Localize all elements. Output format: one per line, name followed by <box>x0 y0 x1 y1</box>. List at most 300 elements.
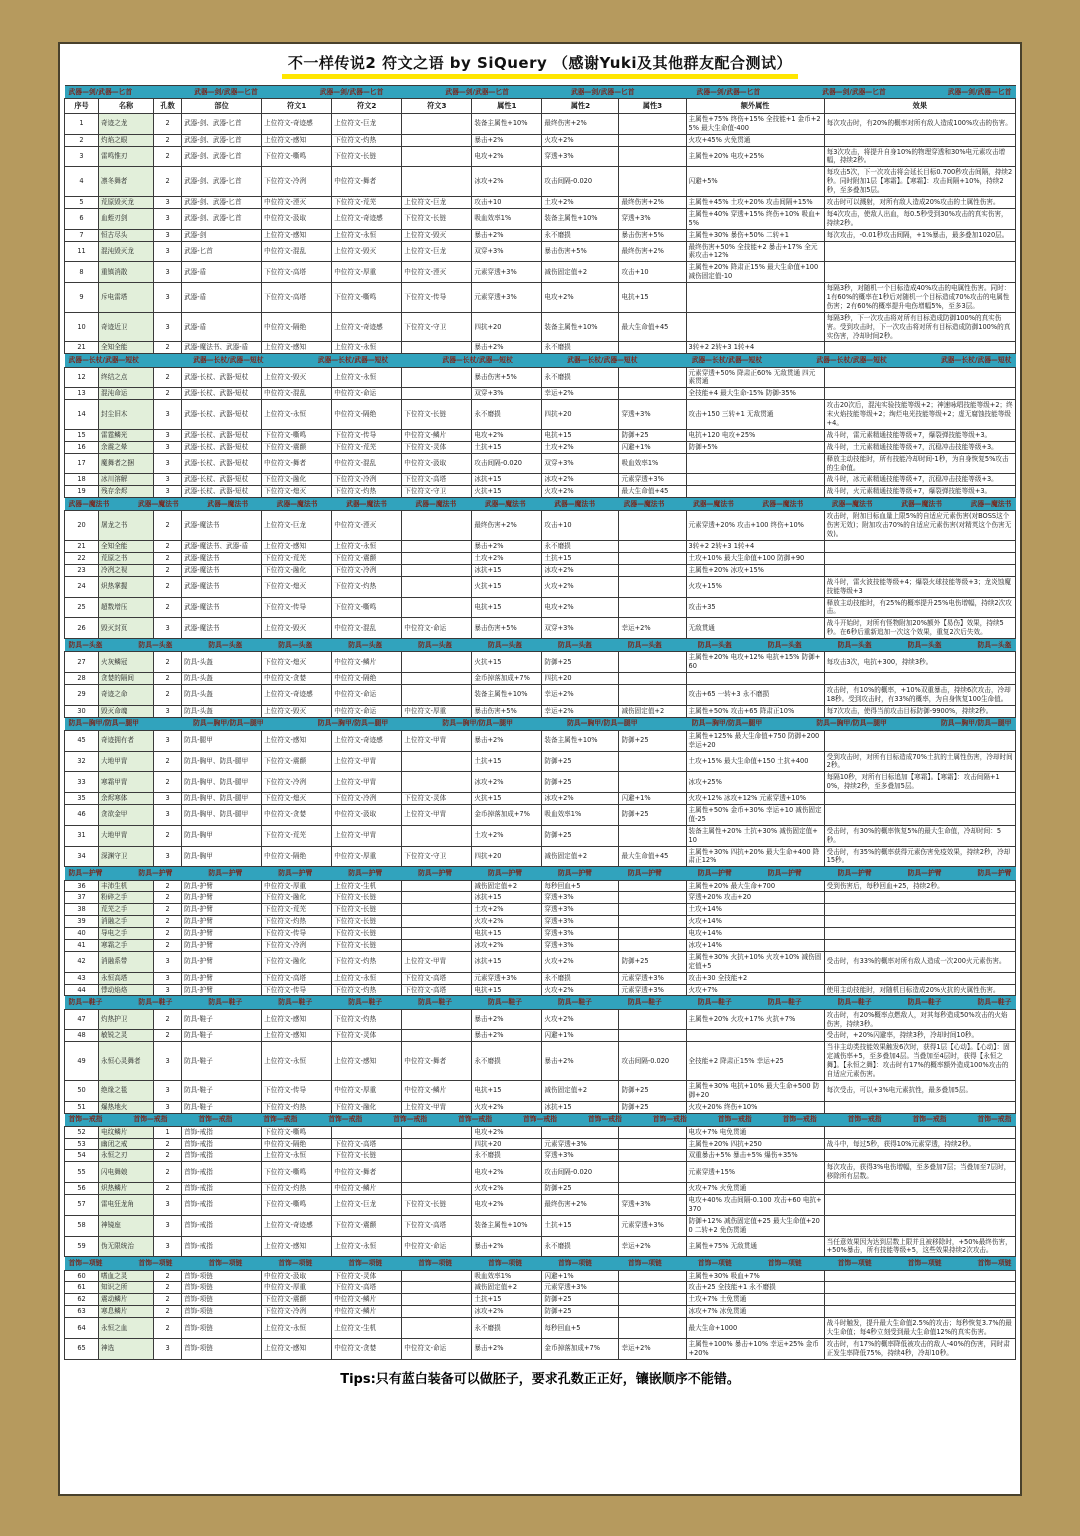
cell-rune1: 上位符文-永恒 <box>262 1042 332 1081</box>
cell-name: 永恒之刃 <box>99 1150 154 1162</box>
cell-attr2: 防御+25 <box>542 751 619 772</box>
cell-holes: 2 <box>154 1138 182 1150</box>
cell-extra-attrs <box>686 312 824 342</box>
cell-attr2: 闪避+1% <box>542 1030 619 1042</box>
cell-row-number: 9 <box>65 283 99 313</box>
cell-attr3: 元素穿透+3% <box>619 474 686 486</box>
cell-holes: 2 <box>154 167 182 197</box>
cell-attr3 <box>619 1009 686 1030</box>
cell-attr3: 穿透+3% <box>619 1195 686 1216</box>
cell-attr2: 防御+25 <box>542 772 619 793</box>
cell-extra-attrs <box>686 1030 824 1042</box>
cell-extra-attrs: 主属性+20% 冰攻+15% <box>686 564 824 576</box>
cell-rune2: 下位符文-震颤 <box>332 1215 402 1236</box>
cell-attr2: 四抗+20 <box>542 673 619 685</box>
cell-rune1: 中位符文-舞者 <box>262 453 332 474</box>
cell-effect <box>824 939 1015 951</box>
cell-rune1: 下位符文-高塔 <box>262 283 332 313</box>
section-label: 防具—头盔 <box>767 640 802 649</box>
cell-holes: 2 <box>154 367 182 388</box>
section-label: 防具—鞋子 <box>418 997 453 1006</box>
cell-slot: 防具-头盔 <box>182 652 262 673</box>
cell-extra-attrs: 主属性+20% 四抗+250 <box>686 1138 824 1150</box>
cell-slot: 首饰-戒指 <box>182 1126 262 1138</box>
cell-name: 消融系带 <box>99 951 154 972</box>
cell-extra-attrs: 全技能+2 降肃正15% 幸运+25 <box>686 1042 824 1081</box>
cell-name: 消融之手 <box>99 916 154 928</box>
cell-row-number: 10 <box>65 312 99 342</box>
cell-extra-attrs: 主属性+100% 暴击+10% 幸运+25% 金币+20% <box>686 1338 824 1359</box>
cell-row-number: 65 <box>65 1338 99 1359</box>
cell-rune2: 下位符文-融化 <box>332 1101 402 1113</box>
cell-effect <box>824 1215 1015 1236</box>
cell-attr1: 土攻+2% <box>472 825 542 846</box>
cell-attr2: 最终伤害+2% <box>542 113 619 134</box>
cell-slot: 防具-护臂 <box>182 984 262 996</box>
cell-attr1: 土攻+2% <box>472 552 542 564</box>
cell-rune1: 上位符文-毁灭 <box>262 618 332 639</box>
cell-name: 伪无限统治 <box>99 1236 154 1257</box>
cell-attr2: 电攻+2% <box>542 597 619 618</box>
cell-rune1: 上位符文-感知 <box>262 1236 332 1257</box>
cell-effect <box>824 262 1015 283</box>
cell-attr3: 元素穿透+3% <box>619 984 686 996</box>
cell-extra-attrs: 火攻+14% <box>686 916 824 928</box>
cell-name: 终结之点 <box>99 367 154 388</box>
cell-name: 冰川溶解 <box>99 474 154 486</box>
cell-rune2: 中位符文-汲取 <box>332 805 402 826</box>
cell-extra-attrs: 元素穿透+50% 降肃正60% 无敌贯通 四元素贯通 <box>686 367 824 388</box>
cell-rune3: 下位符文-长链 <box>402 1195 472 1216</box>
cell-attr1: 暴击+2% <box>472 1236 542 1257</box>
section-label: 防具—胸甲/防具—腿甲 <box>691 719 763 728</box>
cell-effect: 战斗时，冰元素精通技能等级+7，沉稳冲击技能等级+3。 <box>824 474 1015 486</box>
cell-attr1: 暴击+2% <box>472 1030 542 1042</box>
cell-extra-attrs: 主属性+20% 电攻+25% <box>686 146 824 167</box>
section-header-row <box>65 867 1016 880</box>
section-label: 首饰—戒指 <box>198 1115 233 1124</box>
cell-rune3 <box>402 1030 472 1042</box>
cell-extra-attrs: 冰攻+25% <box>686 772 824 793</box>
cell-extra-attrs: 穿透+20% 攻击+20 <box>686 892 824 904</box>
table-row <box>65 684 1016 705</box>
cell-holes: 3 <box>154 441 182 453</box>
cell-effect: 战斗中，每过5秒，获得10%元素穿透，持续2秒。 <box>824 1138 1015 1150</box>
table-row <box>65 1150 1016 1162</box>
cell-attr2: 火攻+2% <box>542 134 619 146</box>
cell-extra-attrs: 火攻+7% <box>686 984 824 996</box>
cell-effect <box>824 904 1015 916</box>
cell-rune3: 下位符文-高塔 <box>402 984 472 996</box>
cell-holes: 3 <box>154 1236 182 1257</box>
cell-rune1: 上位符文-感知 <box>262 541 332 553</box>
table-row <box>65 576 1016 597</box>
cell-rune1: 下位符文-冷冽 <box>262 1306 332 1318</box>
cell-rune1: 上位符文-奇迹感 <box>262 1215 332 1236</box>
section-label: 防具—胸甲/防具—腿甲 <box>442 719 513 728</box>
cell-attr3 <box>619 684 686 705</box>
cell-rune1: 下位符文-荒芜 <box>262 825 332 846</box>
cell-rune1: 中位符文-混乱 <box>262 241 332 262</box>
cell-rune1: 上位符文-奇迹感 <box>262 684 332 705</box>
cell-extra-attrs: 最大生命+1000 <box>686 1318 824 1339</box>
cell-effect: 战斗时，雷火波技能等级+4；爆裂火球技能等级+3；龙炎蚀魔技能等级+3 <box>824 576 1015 597</box>
section-label: 防具—护臂 <box>977 868 1012 877</box>
cell-slot: 防具-胸甲、防具-腿甲 <box>182 751 262 772</box>
cell-row-number: 64 <box>65 1318 99 1339</box>
cell-rune2: 下位符文-荒芜 <box>332 197 402 209</box>
cell-rune3 <box>402 1009 472 1030</box>
cell-effect: 每攻击5次，下一次攻击将会延长目标0.700秒攻击间隔，持续2秒。同时附加1层【寒霜】。【寒霜】：攻击间隔+10%，持续2秒，至多叠加5层。 <box>824 167 1015 197</box>
cell-name: 贪婪的隔间 <box>99 673 154 685</box>
cell-extra-attrs: 主属性+20% 降肃正15% 最大生命值+100 减伤固定值-10 <box>686 262 824 283</box>
cell-effect <box>824 367 1015 388</box>
cell-holes: 3 <box>154 730 182 751</box>
cell-slot: 武器-长杖、武器-短杖 <box>182 474 262 486</box>
tips-note: Tips:只有蓝白装备可以做胚子，要求孔数正正好，镶嵌顺序不能错。 <box>340 1371 740 1387</box>
cell-attr2: 幸运+2% <box>542 684 619 705</box>
cell-extra-attrs: 最终伤害+50% 全技能+2 暴击+17% 全元素攻击+12% <box>686 241 824 262</box>
cell-attr2: 永不磨损 <box>542 229 619 241</box>
cell-attr2: 火攻+2% <box>542 951 619 972</box>
cell-attr1: 火攻+2% <box>472 1101 542 1113</box>
cell-attr2: 元素穿透+3% <box>542 1138 619 1150</box>
table-row <box>65 972 1016 984</box>
cell-rune3: 下位符文-灵体 <box>402 793 472 805</box>
table-row <box>65 846 1016 867</box>
cell-attr3: 穿透+3% <box>619 400 686 430</box>
cell-rune3 <box>402 113 472 134</box>
cell-attr1: 冰抗+15 <box>472 564 542 576</box>
cell-row-number: 48 <box>65 1030 99 1042</box>
cell-rune1: 下位符文-嘶鸣 <box>262 429 332 441</box>
cell-holes: 2 <box>154 684 182 705</box>
cell-effect <box>824 916 1015 928</box>
cell-extra-attrs: 3转+2 2转+3 1转+4 <box>686 342 824 354</box>
cell-extra-attrs: 无敌贯通 <box>686 618 824 639</box>
cell-attr1: 电抗+15 <box>472 1080 542 1101</box>
cell-row-number: 61 <box>65 1282 99 1294</box>
cell-rune2: 下位符文-长链 <box>332 939 402 951</box>
section-label: 武器—剑/武器—匕首 <box>319 87 384 96</box>
cell-rune1: 中位符文-贪婪 <box>262 673 332 685</box>
table-row <box>65 1215 1016 1236</box>
cell-rune1: 上位符文-感知 <box>262 730 332 751</box>
cell-name: 震动鳞片 <box>99 1294 154 1306</box>
cell-rune1: 上位符文-永恒 <box>262 400 332 430</box>
cell-effect <box>824 972 1015 984</box>
cell-attr1: 暴击伤害+5% <box>472 705 542 717</box>
section-label: 防具—护臂 <box>138 868 173 877</box>
cell-attr2: 最终伤害+2% <box>542 1195 619 1216</box>
table-row <box>65 474 1016 486</box>
table-row <box>65 1138 1016 1150</box>
cell-holes: 2 <box>154 1030 182 1042</box>
cell-attr3 <box>619 146 686 167</box>
table-row <box>65 772 1016 793</box>
cell-rune2: 下位符文-长链 <box>332 916 402 928</box>
cell-extra-attrs: 攻击+35 <box>686 597 824 618</box>
cell-effect: 受击时，+20%闪避率，持续3秒，冷却时间10秒。 <box>824 1030 1015 1042</box>
section-label: 防具—胸甲/防具—腿甲 <box>816 719 887 728</box>
cell-effect <box>824 1306 1015 1318</box>
cell-rune3: 下位符文-高塔 <box>402 972 472 984</box>
cell-rune1: 下位符文-融化 <box>262 892 332 904</box>
cell-slot: 防具-护臂 <box>182 916 262 928</box>
cell-rune1: 上位符文-感知 <box>262 134 332 146</box>
cell-effect <box>824 805 1015 826</box>
section-label: 武器—长杖/武器—短杖 <box>691 355 763 364</box>
cell-attr3: 攻击间隔-0.020 <box>619 1042 686 1081</box>
cell-rune2: 上位符文-毁灭 <box>332 241 402 262</box>
cell-row-number: 18 <box>65 474 99 486</box>
cell-rune2: 上位符文-永恒 <box>332 1236 402 1257</box>
cell-slot: 武器-魔法书 <box>182 564 262 576</box>
cell-effect <box>824 388 1015 400</box>
cell-slot: 防具-护臂 <box>182 939 262 951</box>
cell-slot: 首饰-戒指 <box>182 1215 262 1236</box>
cell-slot: 防具-鞋子 <box>182 1030 262 1042</box>
section-header-cell <box>65 86 1016 99</box>
cell-rune1: 中位符文-汲取 <box>262 1270 332 1282</box>
cell-extra-attrs: 火攻+45% 火免贯通 <box>686 134 824 146</box>
cell-extra-attrs <box>686 283 824 313</box>
cell-name: 冷冽之视 <box>99 564 154 576</box>
cell-attr2: 四抗+20 <box>542 400 619 430</box>
cell-rune2: 下位符文-灼热 <box>332 951 402 972</box>
cell-rune3: 下位符文-灵体 <box>402 441 472 453</box>
cell-attr1: 金币掉落加成+7% <box>472 673 542 685</box>
section-label: 首饰—项链 <box>488 1258 523 1267</box>
cell-attr1: 电攻+2% <box>472 1126 542 1138</box>
section-label: 防具—头盔 <box>348 640 383 649</box>
section-label: 首饰—戒指 <box>977 1115 1012 1124</box>
cell-attr3 <box>619 597 686 618</box>
table-row <box>65 984 1016 996</box>
cell-row-number: 24 <box>65 576 99 597</box>
cell-rune3 <box>402 684 472 705</box>
cell-rune2: 中位符文-命运 <box>332 388 402 400</box>
cell-row-number: 62 <box>65 1294 99 1306</box>
section-label: 防具—胸甲/防具—腿甲 <box>317 719 389 728</box>
cell-attr1: 暴击+2% <box>472 134 542 146</box>
cell-rune3: 中位符文-鳞片 <box>402 1080 472 1101</box>
cell-rune1: 下位符文-震颤 <box>262 1294 332 1306</box>
cell-extra-attrs: 土攻+14% <box>686 904 824 916</box>
cell-rune3: 上位符文-毁灭 <box>402 229 472 241</box>
table-row <box>65 388 1016 400</box>
cell-holes: 3 <box>154 208 182 229</box>
cell-slot: 武器-剑、武器-匕首 <box>182 197 262 209</box>
section-label: 防具—头盔 <box>907 640 942 649</box>
cell-attr2: 土攻+2% <box>542 197 619 209</box>
cell-attr1: 暴击+2% <box>472 229 542 241</box>
cell-extra-attrs: 火攻+15% <box>686 576 824 597</box>
cell-name: 余震之晕 <box>99 441 154 453</box>
cell-extra-attrs <box>686 474 824 486</box>
cell-attr2 <box>542 1126 619 1138</box>
cell-effect: 受击时，有33%的概率对所有敌人造成一次200火元素伤害。 <box>824 951 1015 972</box>
cell-slot: 武器-魔法书、武器-盾 <box>182 342 262 354</box>
table-row <box>65 825 1016 846</box>
section-label: 防具—鞋子 <box>348 997 383 1006</box>
cell-attr1: 冰抗+15 <box>472 892 542 904</box>
cell-attr1: 攻击+10 <box>472 197 542 209</box>
cell-holes: 3 <box>154 400 182 430</box>
cell-attr2: 穿透+3% <box>542 892 619 904</box>
cell-attr3: 防御+25 <box>619 1101 686 1113</box>
cell-rune2: 下位符文-灵体 <box>332 1270 402 1282</box>
table-row <box>65 1126 1016 1138</box>
section-label: 首饰—项链 <box>907 1258 942 1267</box>
cell-rune1: 下位符文-嘶鸣 <box>262 1195 332 1216</box>
cell-attr1: 暴击伤害+5% <box>472 618 542 639</box>
section-label: 防具—护臂 <box>697 868 732 877</box>
cell-extra-attrs <box>686 486 824 498</box>
cell-rune1: 下位符文-灼热 <box>262 916 332 928</box>
cell-extra-attrs: 元素穿透+20% 攻击+100 终伤+10% <box>686 511 824 541</box>
section-label: 防具—护臂 <box>907 868 942 877</box>
cell-slot: 防具-护臂 <box>182 972 262 984</box>
table-row <box>65 511 1016 541</box>
cell-attr1: 暴击伤害+5% <box>472 367 542 388</box>
cell-extra-attrs: 冰攻+14% <box>686 939 824 951</box>
cell-attr1: 冰攻+2% <box>472 939 542 951</box>
cell-attr3: 元素穿透+3% <box>619 1215 686 1236</box>
cell-attr2: 减伤固定值+2 <box>542 846 619 867</box>
table-row <box>65 1306 1016 1318</box>
section-header-cell <box>65 1113 1016 1126</box>
cell-rune2: 中位符文-湮灭 <box>332 511 402 541</box>
cell-effect <box>824 1294 1015 1306</box>
cell-attr1: 吸血效率1% <box>472 1270 542 1282</box>
cell-row-number: 41 <box>65 939 99 951</box>
section-label: 首饰—戒指 <box>393 1115 428 1124</box>
cell-attr2: 双穿+3% <box>542 618 619 639</box>
cell-holes: 3 <box>154 618 182 639</box>
section-label: 武器—长杖/武器—短杖 <box>442 355 513 364</box>
cell-name: 奇迹之命 <box>99 684 154 705</box>
cell-name: 重镇消散 <box>99 262 154 283</box>
cell-rune3 <box>402 652 472 673</box>
cell-attr3 <box>619 1183 686 1195</box>
cell-rune2: 下位符文-灼热 <box>332 134 402 146</box>
cell-rune1: 上位符文-奇迹感 <box>262 113 332 134</box>
cell-attr3 <box>619 939 686 951</box>
cell-rune2: 中位符文-厚重 <box>332 846 402 867</box>
cell-effect <box>824 1195 1015 1216</box>
cell-extra-attrs: 主属性+50% 攻击+65 降肃正10% <box>686 705 824 717</box>
cell-attr2: 元素穿透+3% <box>542 1282 619 1294</box>
cell-attr1: 土抗+15 <box>472 1294 542 1306</box>
cell-name: 魔舞者之捆 <box>99 453 154 474</box>
column-header-name: 名称 <box>99 99 154 114</box>
cell-attr3 <box>619 1150 686 1162</box>
cell-rune1: 下位符文-荒芜 <box>262 904 332 916</box>
cell-row-number: 27 <box>65 652 99 673</box>
cell-name: 奇迹近卫 <box>99 312 154 342</box>
cell-rune3 <box>402 1282 472 1294</box>
cell-effect: 攻击时可以溅射，对所有敌人造成20%攻击的土属性伤害。 <box>824 197 1015 209</box>
table-row <box>65 793 1016 805</box>
cell-attr1: 暴击+2% <box>472 541 542 553</box>
cell-rune2: 下位符文-震颤 <box>332 552 402 564</box>
cell-holes: 2 <box>154 564 182 576</box>
cell-attr1: 电抗+15 <box>472 928 542 940</box>
section-label: 武器—长杖/武器—短杖 <box>816 355 887 364</box>
cell-slot: 首饰-戒指 <box>182 1162 262 1183</box>
cell-attr1: 火攻+2% <box>472 1183 542 1195</box>
cell-attr2: 防御+25 <box>542 652 619 673</box>
cell-slot: 首饰-项链 <box>182 1306 262 1318</box>
table-row <box>65 928 1016 940</box>
cell-rune1: 下位符文-融化 <box>262 951 332 972</box>
cell-row-number: 60 <box>65 1270 99 1282</box>
section-header-cell <box>65 996 1016 1009</box>
cell-attr1: 电攻+2% <box>472 1195 542 1216</box>
cell-row-number: 15 <box>65 429 99 441</box>
cell-rune1: 下位符文-震颤 <box>262 441 332 453</box>
cell-rune3 <box>402 541 472 553</box>
cell-attr3 <box>619 673 686 685</box>
cell-name: 全知全能 <box>99 541 154 553</box>
cell-rune1: 中位符文-隔绝 <box>262 1138 332 1150</box>
cell-holes: 3 <box>154 705 182 717</box>
cell-holes: 2 <box>154 939 182 951</box>
cell-row-number: 17 <box>65 453 99 474</box>
cell-slot: 防具-护臂 <box>182 928 262 940</box>
cell-extra-attrs: 主属性+30% 吸血+7% <box>686 1270 824 1282</box>
cell-slot: 首饰-戒指 <box>182 1195 262 1216</box>
section-header-cell <box>65 867 1016 880</box>
cell-name: 神选 <box>99 1338 154 1359</box>
section-label: 防具—头盔 <box>488 640 523 649</box>
section-label: 防具—鞋子 <box>68 997 103 1006</box>
cell-attr3 <box>619 1162 686 1183</box>
table-row <box>65 312 1016 342</box>
cell-effect: 受击时，有35%的概率获得元素伤害免疫效果，持续2秒，冷却15秒。 <box>824 846 1015 867</box>
cell-extra-attrs: 主属性+20% 火攻+17% 火抗+7% <box>686 1009 824 1030</box>
section-label: 防具—头盔 <box>278 640 313 649</box>
cell-attr2: 穿透+3% <box>542 1150 619 1162</box>
cell-rune3 <box>402 511 472 541</box>
cell-rune3 <box>402 1270 472 1282</box>
section-label: 防具—护臂 <box>418 868 453 877</box>
cell-row-number: 21 <box>65 541 99 553</box>
cell-rune1: 上位符文-永恒 <box>262 1150 332 1162</box>
cell-name: 灼热护卫 <box>99 1009 154 1030</box>
cell-effect <box>824 928 1015 940</box>
cell-rune3: 中位符文-鳞片 <box>402 429 472 441</box>
cell-attr2: 穿透+3% <box>542 928 619 940</box>
cell-effect: 释放主动技能时，所有技能冷却时间-1秒，为自身恢复5%攻击的生命值。 <box>824 453 1015 474</box>
cell-row-number: 59 <box>65 1236 99 1257</box>
cell-holes: 2 <box>154 880 182 892</box>
table-row <box>65 1294 1016 1306</box>
cell-attr3: 最大生命值+45 <box>619 312 686 342</box>
table-row <box>65 541 1016 553</box>
cell-attr3 <box>619 564 686 576</box>
section-header-cell <box>65 1257 1016 1270</box>
cell-holes: 3 <box>154 984 182 996</box>
cell-attr1: 装备主属性+10% <box>472 684 542 705</box>
cell-effect <box>824 673 1015 685</box>
cell-rune3: 下位符文-守卫 <box>402 312 472 342</box>
cell-rune1: 下位符文-高塔 <box>262 262 332 283</box>
cell-effect: 战斗时，雷元素精通技能等级+7，爆裂弹技能等级+3。 <box>824 429 1015 441</box>
section-label: 防具—胸甲/防具—腿甲 <box>193 719 264 728</box>
cell-rune3 <box>402 751 472 772</box>
